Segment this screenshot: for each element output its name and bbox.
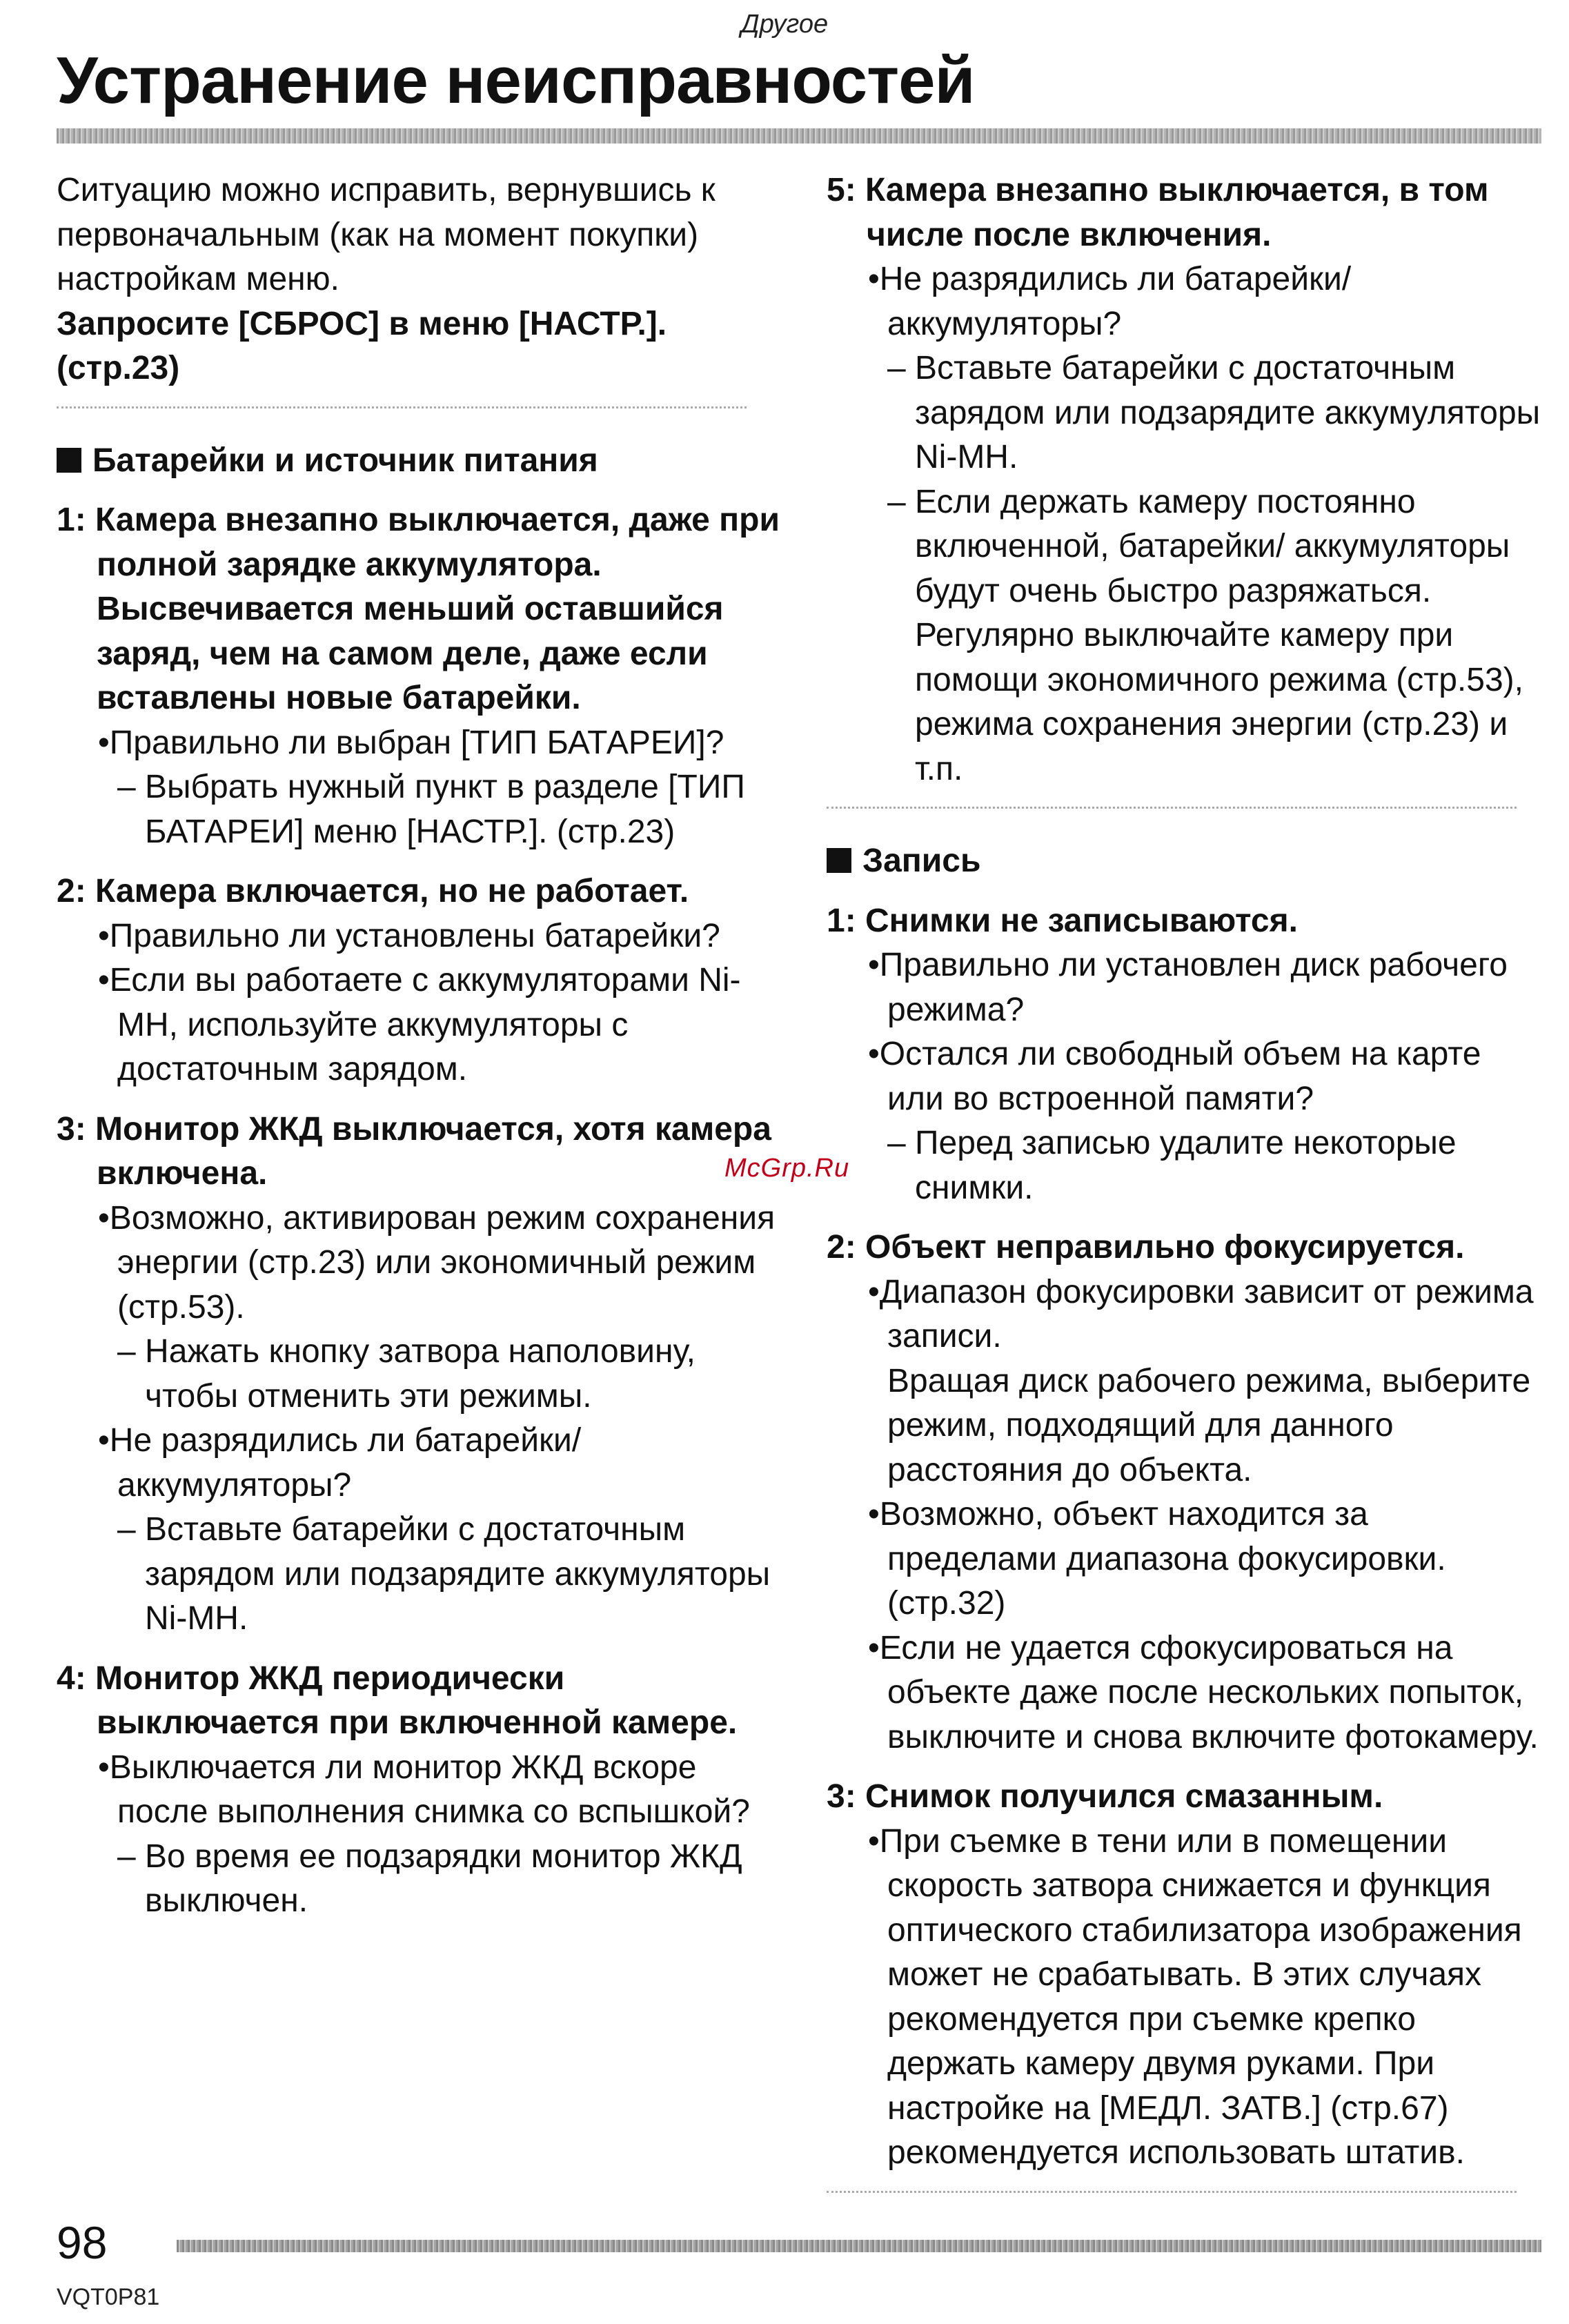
faq-item (57, 1107, 781, 1642)
faq-item (827, 1225, 1544, 1760)
faq-bullet: •Выключается ли монитор ЖКД вскоре после выполнения снимка со вспышкой? (98, 1749, 750, 1830)
dotted-divider (827, 2191, 1517, 2194)
faq-item (57, 869, 781, 1092)
page-title: Устранение неисправностей (57, 43, 975, 117)
faq-item (57, 1657, 781, 1924)
dotted-divider (57, 406, 747, 410)
faq-item (827, 168, 1544, 791)
faq-bullet: •При съемке в тени или в помещении скорость затвора снижается и функция оптического стабилизатора изображения может не срабатывать. В этих случаях рекомендуется при съемке крепко держать камеру двумя руками. При настройке на [МЕДЛ. ЗАТВ.] (стр.67) рекомендуется использовать штатив. (868, 1822, 1522, 2171)
faq-bullet: •Правильно ли выбран [ТИП БАТАРЕИ]? (98, 724, 724, 761)
faq-question: 3: Снимок получился смазанным. (827, 1778, 1383, 1815)
square-bullet-icon (827, 848, 851, 873)
section-heading-text: Запись (862, 843, 981, 879)
section-heading-battery (57, 439, 781, 484)
faq-item (57, 498, 781, 854)
faq-bullet: •Не разрядились ли батарейки/ аккумуляторы? (868, 261, 1352, 342)
faq-item (827, 899, 1544, 1211)
faq-bullet: •Остался ли свободный объем на карте или во встроенной памяти? (868, 1036, 1481, 1117)
faq-bullet: •Если вы работаете с аккумуляторами Ni-MH, используйте аккумуляторы с достаточным зарядом. (98, 962, 741, 1087)
section-label: Другое (740, 10, 829, 39)
square-bullet-icon (57, 448, 81, 473)
faq-bullet: •Правильно ли установлен диск рабочего режима? (868, 947, 1508, 1028)
watermark: McGrp.Ru (724, 1154, 850, 1183)
faq-dash: – Нажать кнопку затвора наполовину, чтобы отменить эти режимы. (117, 1333, 695, 1415)
faq-dash: – Вставьте батарейки с достаточным зарядом или подзарядите аккумуляторы Ni-MH. (117, 1511, 771, 1637)
faq-continuation: Вращая диск рабочего режима, выберите режим, подходящий для данного расстояния до объекта. (887, 1362, 1531, 1488)
faq-question: 2: Объект неправильно фокусируется. (827, 1229, 1465, 1266)
faq-dash: – Во время ее подзарядки монитор ЖКД выключен. (117, 1838, 742, 1919)
model-code: VQT0P81 (57, 2284, 160, 2310)
faq-bullet: •Правильно ли установлены батарейки? (98, 917, 720, 954)
faq-bullet: •Возможно, активирован режим сохранения энергии (стр.23) или экономичный режим (стр.53). (98, 1199, 776, 1326)
faq-question: 4: Монитор ЖКД периодически выключается при включенной камере. (57, 1660, 738, 1741)
footer-divider (177, 2240, 1541, 2252)
faq-bullet: •Если не удается сфокусироваться на объекте даже после нескольких попыток, выключите и снова включите фотокамеру. (868, 1629, 1539, 1755)
faq-dash: – Выбрать нужный пункт в разделе [ТИП БАТАРЕИ] меню [НАСТР.]. (стр.23) (117, 769, 745, 850)
dotted-divider (827, 807, 1517, 810)
intro-instruction: Запросите [СБРОС] в меню [НАСТР.]. (стр.23) (57, 305, 667, 386)
faq-item (827, 1775, 1544, 2176)
faq-question: 1: Камера внезапно выключается, даже при полной зарядке аккумулятора. Высвечивается меньший оставшийся заряд, чем на самом деле, даже если вставлены новые батарейки. (57, 502, 780, 716)
faq-question: 2: Камера включается, но не работает. (57, 873, 689, 909)
page-number: 98 (57, 2217, 108, 2268)
faq-question: 3: Монитор ЖКД выключается, хотя камера включена. (57, 1110, 771, 1192)
title-divider (57, 128, 1541, 144)
faq-bullet: •Возможно, объект находится за пределами диапазона фокусировки. (стр.32) (868, 1496, 1446, 1622)
right-column (827, 168, 1544, 2194)
left-column (57, 168, 781, 1924)
faq-bullet: •Не разрядились ли батарейки/ аккумуляторы? (98, 1422, 582, 1504)
section-heading-text: Батарейки и источник питания (92, 442, 598, 479)
faq-dash: – Если держать камеру постоянно включенной, батарейки/ аккумуляторы будут очень быстро разряжаться. Регулярно выключайте камеру при помощи экономичного режима (стр.53), режима сохранения энергии (стр.23) и т.п. (887, 483, 1523, 787)
intro-text: Ситуацию можно исправить, вернувшись к первоначальным (как на момент покупки) настройкам меню. (57, 172, 716, 297)
faq-question: 1: Снимки не записываются. (827, 902, 1298, 939)
faq-dash: – Перед записью удалите некоторые снимки. (887, 1125, 1457, 1206)
section-heading-recording (827, 839, 1544, 884)
faq-question: 5: Камера внезапно выключается, в том числе после включения. (827, 172, 1489, 253)
faq-dash: – Вставьте батарейки с достаточным зарядом или подзарядите аккумуляторы Ni-MH. (887, 350, 1541, 475)
faq-bullet: •Диапазон фокусировки зависит от режима записи. (868, 1273, 1534, 1355)
